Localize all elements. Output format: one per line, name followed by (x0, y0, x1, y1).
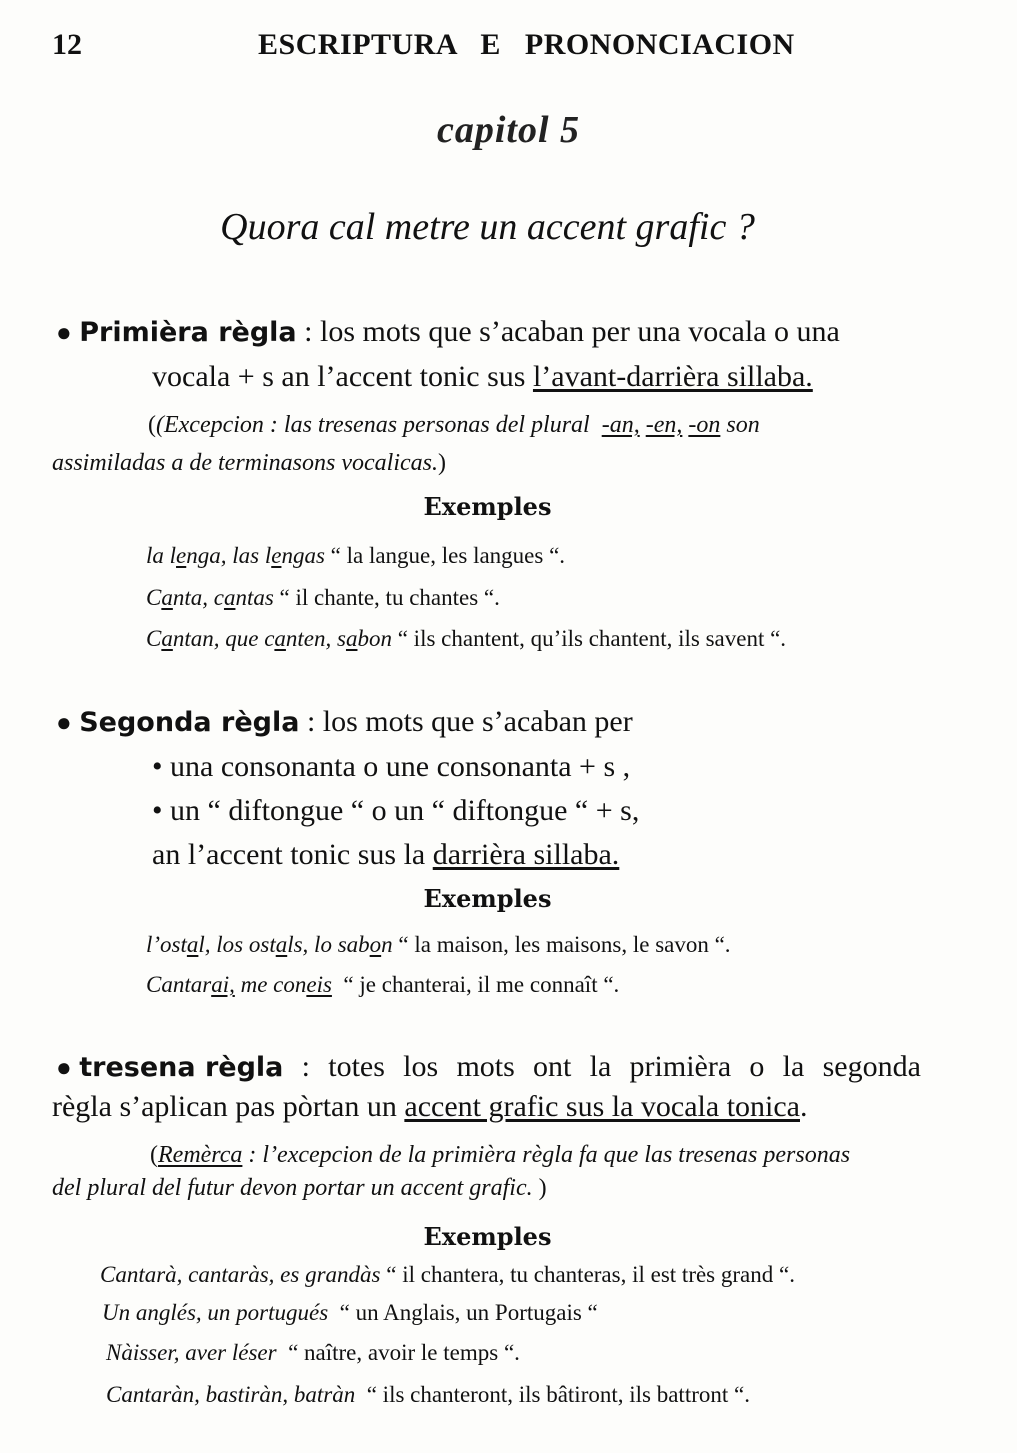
rule3-underlined: accent grafic sus la vocala tonica (404, 1090, 800, 1123)
small-bullet-icon: • (152, 750, 163, 783)
rule3-note-line1: (Remèrca : l’excepcion de la primièra règla fa que las tresenas personas (150, 1142, 851, 1168)
small-bullet-icon: • (152, 794, 163, 827)
rule1-note-line1: ((Excepcion : las tresenas personas del plural -an, -en, -on son (148, 412, 760, 438)
bullet-icon: ● (56, 708, 72, 737)
rule2-examples-heading: Exemples (423, 884, 552, 913)
chapter-title: Quora cal metre un accent grafic ? (220, 206, 755, 248)
running-title: ESCRIPTURA E PRONONCIACION (258, 28, 795, 61)
rule2-example-1: l’ostal, los ostals, lo sabon “ la maison, les maisons, le savon “. (146, 932, 731, 957)
rule1-example-2: Canta, cantas “ il chante, tu chantes “. (146, 585, 500, 610)
bullet-icon: ● (56, 318, 72, 347)
rule2-bullet-2: • un “ diftongue “ o un “ diftongue “ + s, (152, 794, 640, 827)
rule1-text: : los mots que s’acaban per una vocala o una (296, 315, 840, 348)
rule3-examples-heading: Exemples (423, 1222, 552, 1251)
rule2-name: Segonda règla (79, 707, 300, 738)
rule2-line1: ● Segonda règla : los mots que s’acaban per (56, 705, 633, 738)
rule1-name: Primièra règla (79, 317, 297, 348)
rule1-example-1: la lenga, las lengas “ la langue, les langues “. (146, 543, 566, 568)
rule3-example-4: Cantaràn, bastiràn, batràn “ ils chanteront, ils bâtiront, ils battront “. (106, 1382, 750, 1407)
page-number: 12 (52, 28, 82, 61)
rule1-examples-heading: Exemples (423, 492, 552, 521)
bullet-icon: ● (56, 1053, 72, 1082)
rule1-note-line2: assimiladas a de terminasons vocalicas.) (52, 450, 446, 476)
rule3-line1: ● tresena règla : totes los mots ont la primièra o la segonda (56, 1050, 921, 1083)
rule2-example-2: Cantarai, me coneis “ je chanterai, il me connaît “. (146, 972, 620, 997)
rule2-bullet-1: • una consonanta o une consonanta + s , (152, 750, 631, 783)
rule3-example-2: Un anglés, un portugués “ un Anglais, un Portugais “ (102, 1300, 598, 1325)
rule1-line1 (56, 315, 840, 349)
rule3-example-1: Cantarà, cantaràs, es grandàs “ il chantera, tu chanteras, il est très grand “. (100, 1262, 795, 1287)
rule3-example-3: Nàisser, aver léser “ naître, avoir le temps “. (106, 1340, 520, 1365)
rule3-name: tresena règla (79, 1052, 284, 1083)
chapter-label: capitol 5 (436, 109, 581, 151)
rule1-underlined: l’avant-darrièra sillaba. (532, 360, 813, 393)
rule1-line2: vocala + s an l’accent tonic sus l’avant-darrièra sillaba. (152, 360, 813, 393)
rule2-conclusion: an l’accent tonic sus la darrièra sillaba. (152, 838, 620, 871)
rule3-note-line2: del plural del futur devon portar un accent grafic. ) (52, 1175, 547, 1201)
rule1-example-3: Cantan, que canten, sabon “ ils chantent, qu’ils chantent, ils savent “. (146, 626, 787, 651)
rule3-line2: règla s’aplican pas pòrtan un accent grafic sus la vocala tonica. (52, 1090, 808, 1123)
